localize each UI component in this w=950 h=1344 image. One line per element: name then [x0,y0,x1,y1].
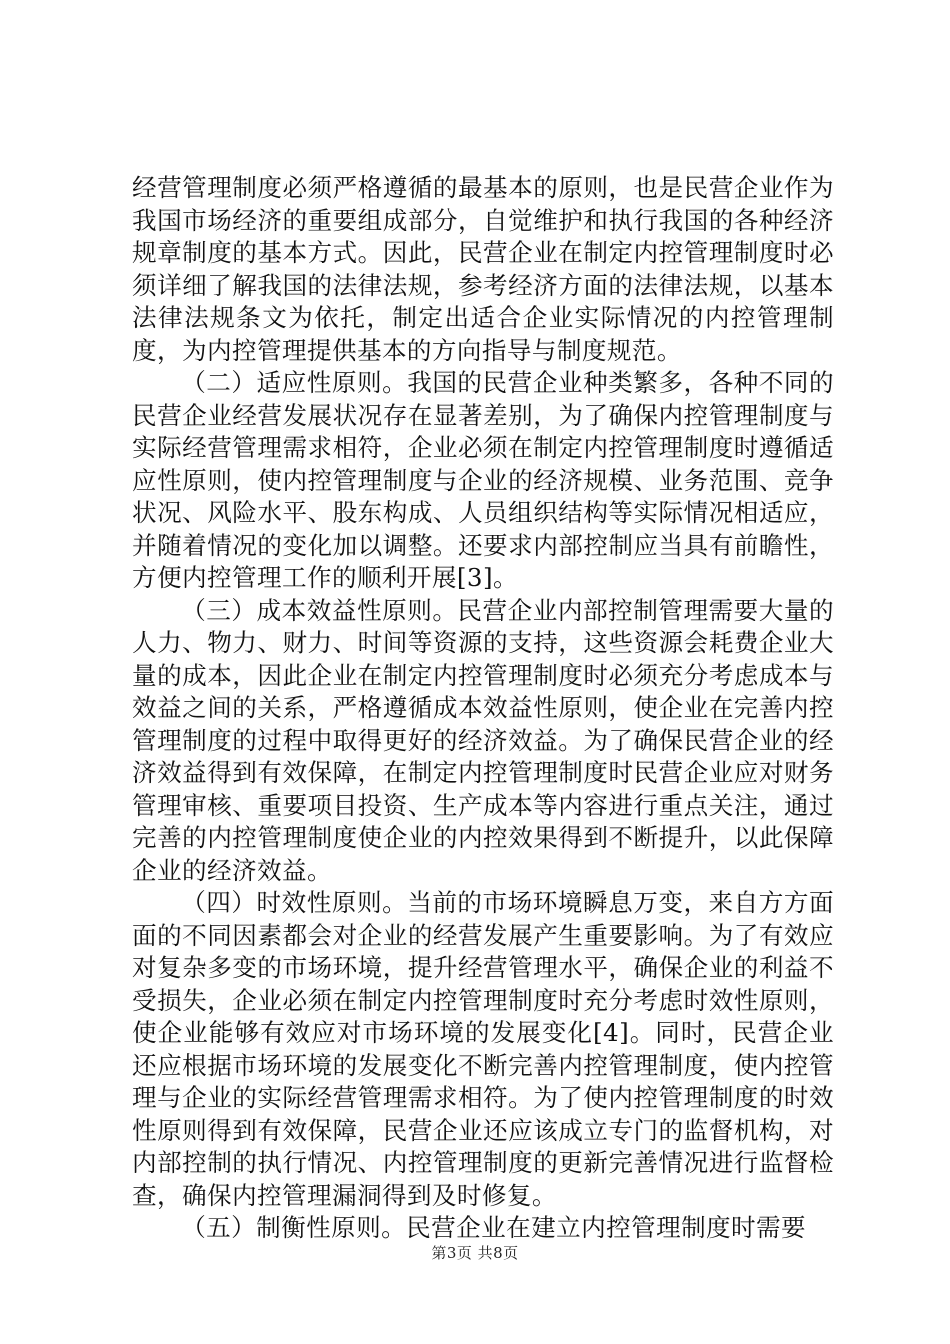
paragraph-adaptability-principle: （二）适应性原则。我国的民营企业种类繁多，各种不同的民营企业经营发展状况存在显著差别，为了确保内控管理制度与实际经营管理需求相符，企业必须在制定内控管理制度时遵循适应性原则，使内控管理制度与企业的经济规模、业务范围、竞争状况、风险水平、股东构成、人员组织结构等实际情况相适应，并随着情况的变化加以调整。还要求内部控制应当具有前瞻性，方便内控管理工作的顺利开展[3]。 [132,368,834,592]
paragraph-checks-balances-principle: （五）制衡性原则。民营企业在建立内控管理制度时需要 [181,1213,807,1242]
paragraph-continuation: 经营管理制度必须严格遵循的最基本的原则，也是民营企业作为我国市场经济的重要组成部分，自觉维护和执行我国的各种经济规章制度的基本方式。因此，民营企业在制定内控管理制度时必须详细了解我国的法律法规，参考经济方面的法律法规，以基本法律法规条文为依托，制定出适合企业实际情况的内控管理制度，为内控管理提供基本的方向指导与制度规范。 [132,173,834,365]
page-number-footer: 第3页 共8页 [431,1244,519,1262]
document-body [132,172,834,1245]
paragraph-cost-benefit-principle: （三）成本效益性原则。民营企业内部控制管理需要大量的人力、物力、财力、时间等资源的支持，这些资源会耗费企业大量的成本，因此企业在制定内控管理制度时必须充分考虑成本与效益之间的关系，严格遵循成本效益性原则，使企业在完善内控管理制度的过程中取得更好的经济效益。为了确保民营企业的经济效益得到有效保障，在制定内控管理制度时民营企业应对财务管理审核、重要项目投资、生产成本等内容进行重点关注，通过完善的内控管理制度使企业的内控效果得到不断提升，以此保障企业的经济效益。 [132,595,834,885]
paragraph-timeliness-principle: （四）时效性原则。当前的市场环境瞬息万变，来自方方面面的不同因素都会对企业的经营发展产生重要影响。为了有效应对复杂多变的市场环境，提升经营管理水平，确保企业的利益不受损失，企业必须在制定内控管理制度时充分考虑时效性原则，使企业能够有效应对市场环境的发展变化[4]。同时，民营企业还应根据市场环境的发展变化不断完善内控管理制度，使内控管理与企业的实际经营管理需求相符。为了使内控管理制度的时效性原则得到有效保障，民营企业还应该成立专门的监督机构，对内部控制的执行情况、内控管理制度的更新完善情况进行监督检查，确保内控管理漏洞得到及时修复。 [132,888,834,1210]
